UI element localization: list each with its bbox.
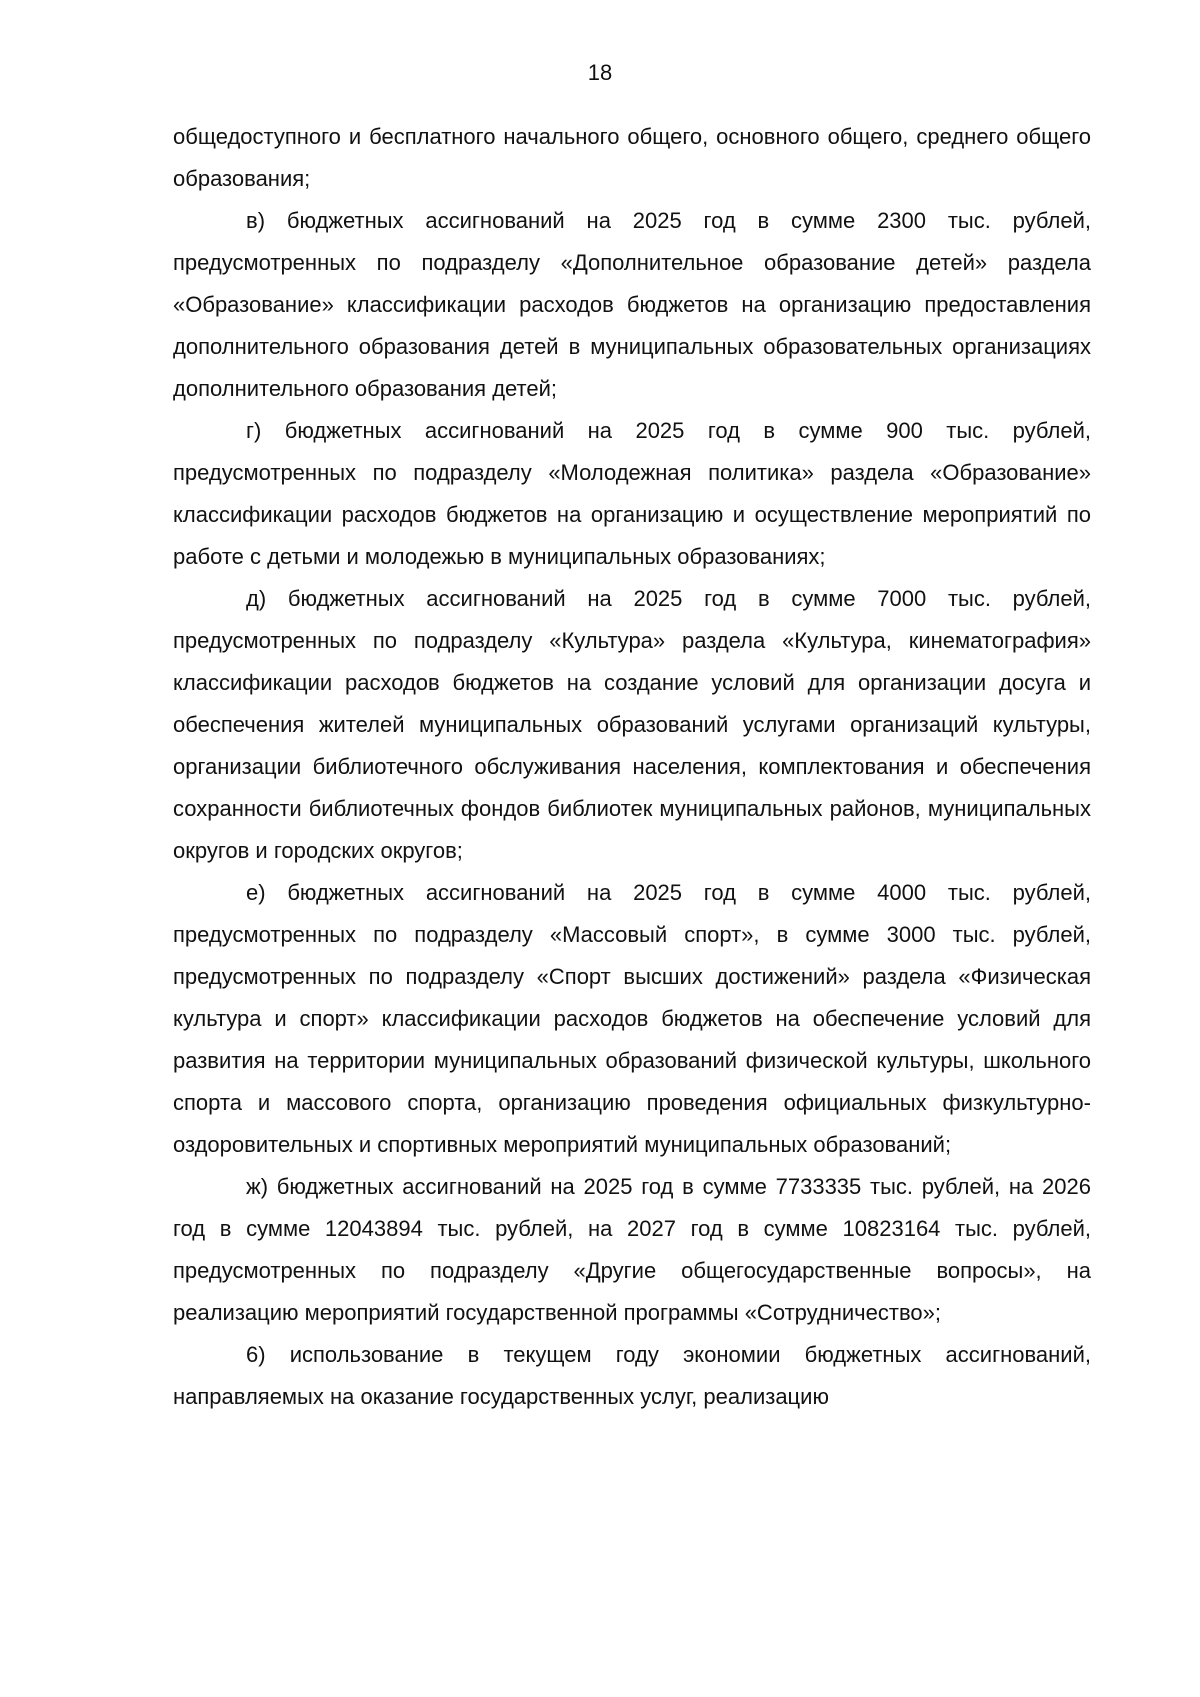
- paragraph-item-e: е) бюджетных ассигнований на 2025 год в сумме 4000 тыс. рублей, предусмотренных по подразделу «Массовый спорт», в сумме 3000 тыс. рублей, предусмотренных по подразделу «Спорт высших достижений» раздела «Физическая культура и спорт» классификации расходов бюджетов на обеспечение условий для развития на территории муниципальных образований физической культуры, школьного спорта и массового спорта, организацию проведения официальных физкультурно-оздоровительных и спортивных мероприятий муниципальных образований;: [173, 880, 1091, 1157]
- paragraph-item-d: д) бюджетных ассигнований на 2025 год в сумме 7000 тыс. рублей, предусмотренных по подразделу «Культура» раздела «Культура, кинематография» классификации расходов бюджетов на создание условий для организации досуга и обеспечения жителей муниципальных образований услугами организаций культуры, организации библиотечного обслуживания населения, комплектования и обеспечения сохранности библиотечных фондов библиотек муниципальных районов, муниципальных округов и городских округов;: [173, 586, 1091, 863]
- paragraph-item-g: г) бюджетных ассигнований на 2025 год в сумме 900 тыс. рублей, предусмотренных по подразделу «Молодежная политика» раздела «Образование» классификации расходов бюджетов на организацию и осуществление мероприятий по работе с детьми и молодежью в муниципальных образованиях;: [173, 418, 1091, 569]
- paragraph-continuation: общедоступного и бесплатного начального общего, основного общего, среднего общего образования;: [173, 124, 1091, 191]
- paragraph-item-v: в) бюджетных ассигнований на 2025 год в сумме 2300 тыс. рублей, предусмотренных по подразделу «Дополнительное образование детей» раздела «Образование» классификации расходов бюджетов на организацию предоставления дополнительного образования детей в муниципальных образовательных организациях дополнительного образования детей;: [173, 208, 1091, 401]
- paragraph-item-zh: ж) бюджетных ассигнований на 2025 год в сумме 7733335 тыс. рублей, на 2026 год в сумме 12043894 тыс. рублей, на 2027 год в сумме 10823164 тыс. рублей, предусмотренных по подразделу «Другие общегосударственные вопросы», на реализацию мероприятий государственной программы «Сотрудничество»;: [173, 1174, 1091, 1325]
- page-number: 18: [587, 60, 613, 85]
- document-body: [173, 116, 1091, 1418]
- paragraph-item-6: 6) использование в текущем году экономии бюджетных ассигнований, направляемых на оказание государственных услуг, реализацию: [173, 1342, 1091, 1409]
